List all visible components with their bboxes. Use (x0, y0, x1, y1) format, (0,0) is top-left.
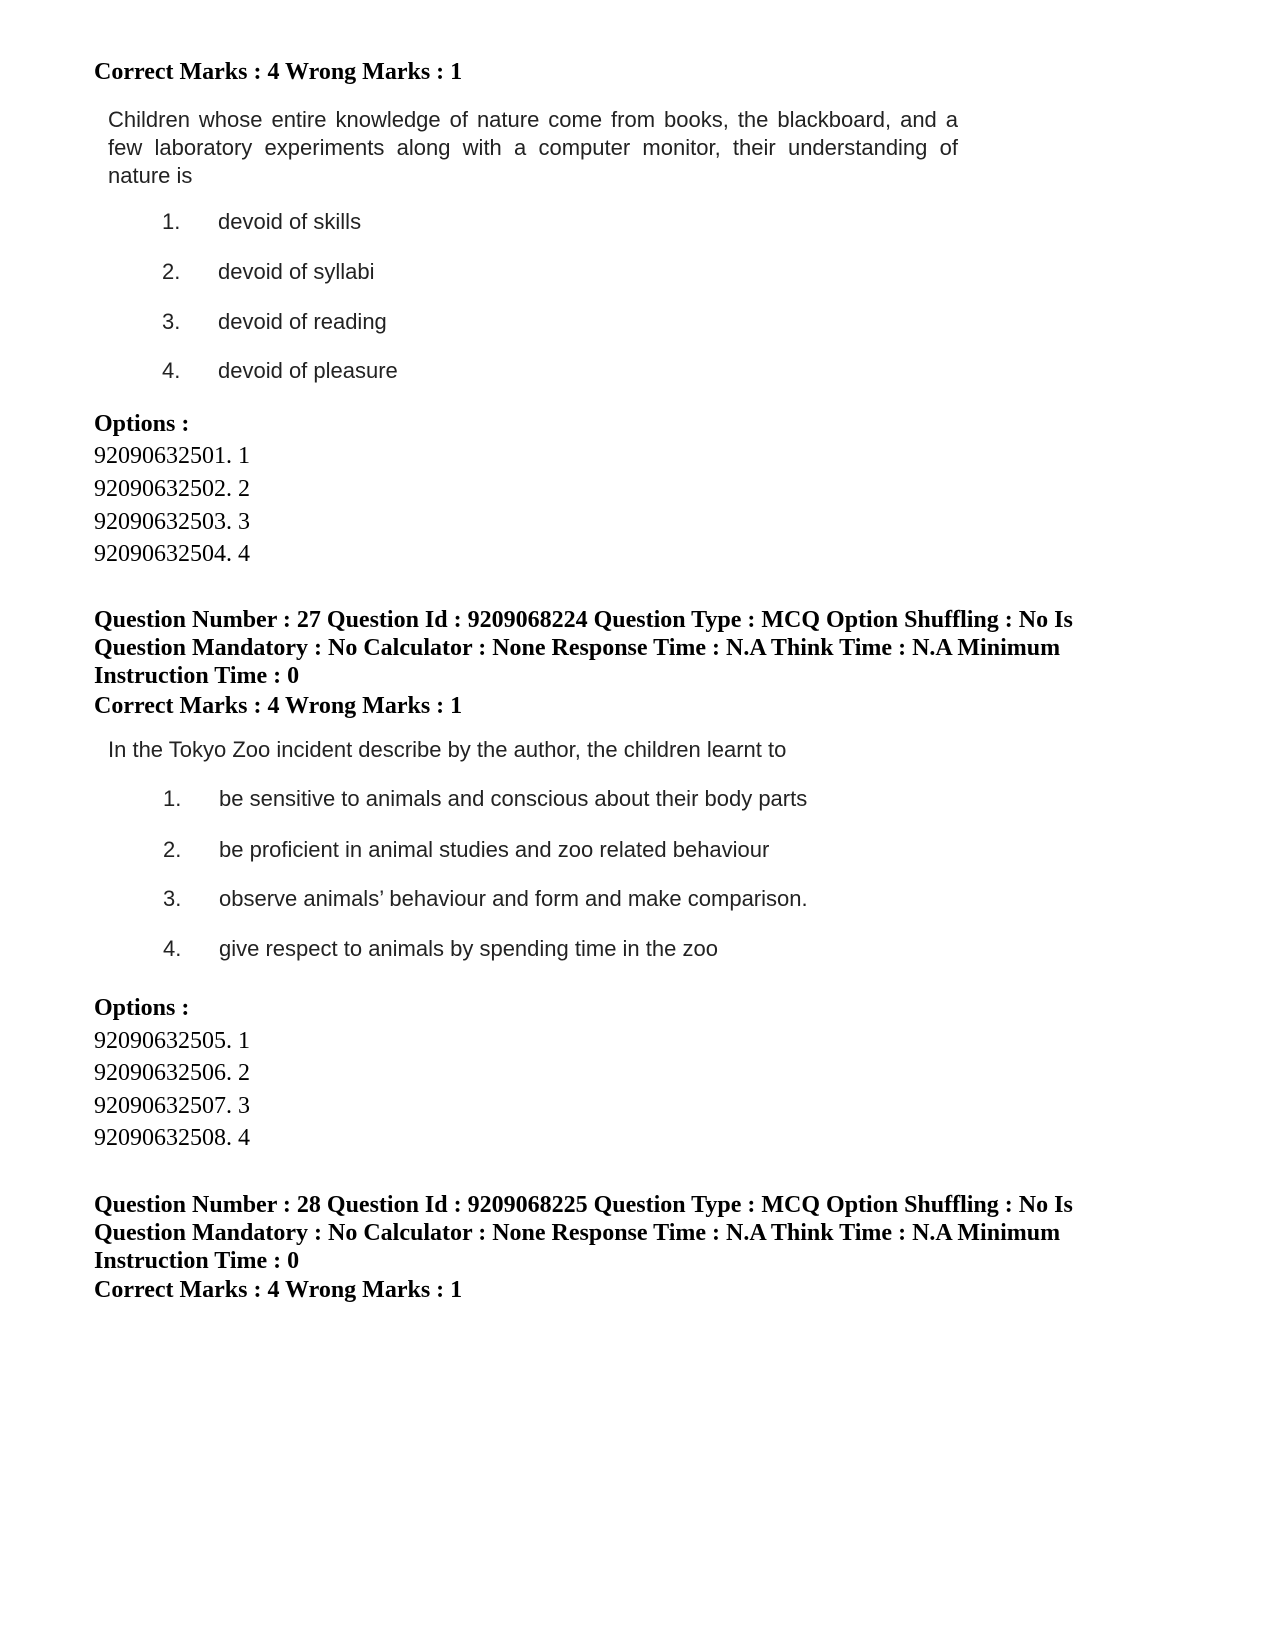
choice-text: be sensitive to animals and conscious about their body parts (219, 786, 808, 811)
option-id-line: 92090632505. 1 (94, 1028, 250, 1054)
option-id-line: 92090632502. 2 (94, 476, 250, 502)
choice-number: 1. (163, 786, 182, 811)
choice-text: observe animals’ behaviour and form and make comparison. (219, 886, 808, 911)
choice-number: 3. (163, 886, 182, 911)
choice-text: give respect to animals by spending time in the zoo (219, 936, 718, 961)
options-heading: Options : (94, 411, 190, 437)
choice-number: 1. (162, 209, 181, 234)
choice-number: 4. (162, 358, 181, 383)
option-id-line: 92090632501. 1 (94, 443, 250, 469)
answer-choice (163, 885, 808, 913)
option-id-line: 92090632504. 4 (94, 541, 250, 567)
option-id-line: 92090632507. 3 (94, 1093, 250, 1119)
answer-choice (162, 357, 398, 385)
choice-text: devoid of reading (218, 309, 387, 334)
answer-choice (162, 208, 361, 236)
answer-choice (163, 935, 718, 963)
choice-number: 3. (162, 309, 181, 334)
answer-choice (162, 258, 375, 286)
answer-choice (162, 308, 387, 336)
correct-wrong-marks: Correct Marks : 4 Wrong Marks : 1 (94, 693, 463, 719)
option-id-line: 92090632506. 2 (94, 1060, 250, 1086)
question-stem: Children whose entire knowledge of nature come from books, the blackboard, and a few laboratory experiments along with a computer monitor, their understanding of nature is (108, 107, 958, 188)
choice-text: devoid of syllabi (218, 259, 375, 284)
choice-number: 2. (163, 837, 182, 862)
options-heading: Options : (94, 995, 190, 1021)
choice-text: devoid of skills (218, 209, 362, 234)
choice-text: devoid of pleasure (218, 358, 398, 383)
option-id-line: 92090632503. 3 (94, 509, 250, 535)
correct-wrong-marks: Correct Marks : 4 Wrong Marks : 1 (94, 1277, 463, 1303)
correct-wrong-marks: Correct Marks : 4 Wrong Marks : 1 (94, 59, 463, 85)
option-id-line: 92090632508. 4 (94, 1125, 250, 1151)
choice-text: be proficient in animal studies and zoo related behaviour (219, 837, 770, 862)
question-stem: In the Tokyo Zoo incident describe by the author, the children learnt to (108, 737, 787, 762)
answer-choice (163, 785, 807, 813)
choice-number: 4. (163, 936, 182, 961)
question-meta: Question Number : 27 Question Id : 9209068224 Question Type : MCQ Option Shuffling : No Is Question Mandatory : No Calculator : None Response Time : N.A Think Time : N.A Minimum Instruction Time : 0 (94, 607, 1073, 689)
answer-choice (163, 836, 769, 864)
choice-number: 2. (162, 259, 181, 284)
question-meta: Question Number : 28 Question Id : 9209068225 Question Type : MCQ Option Shuffling : No Is Question Mandatory : No Calculator : None Response Time : N.A Think Time : N.A Minimum Instruction Time : 0 (94, 1192, 1073, 1274)
